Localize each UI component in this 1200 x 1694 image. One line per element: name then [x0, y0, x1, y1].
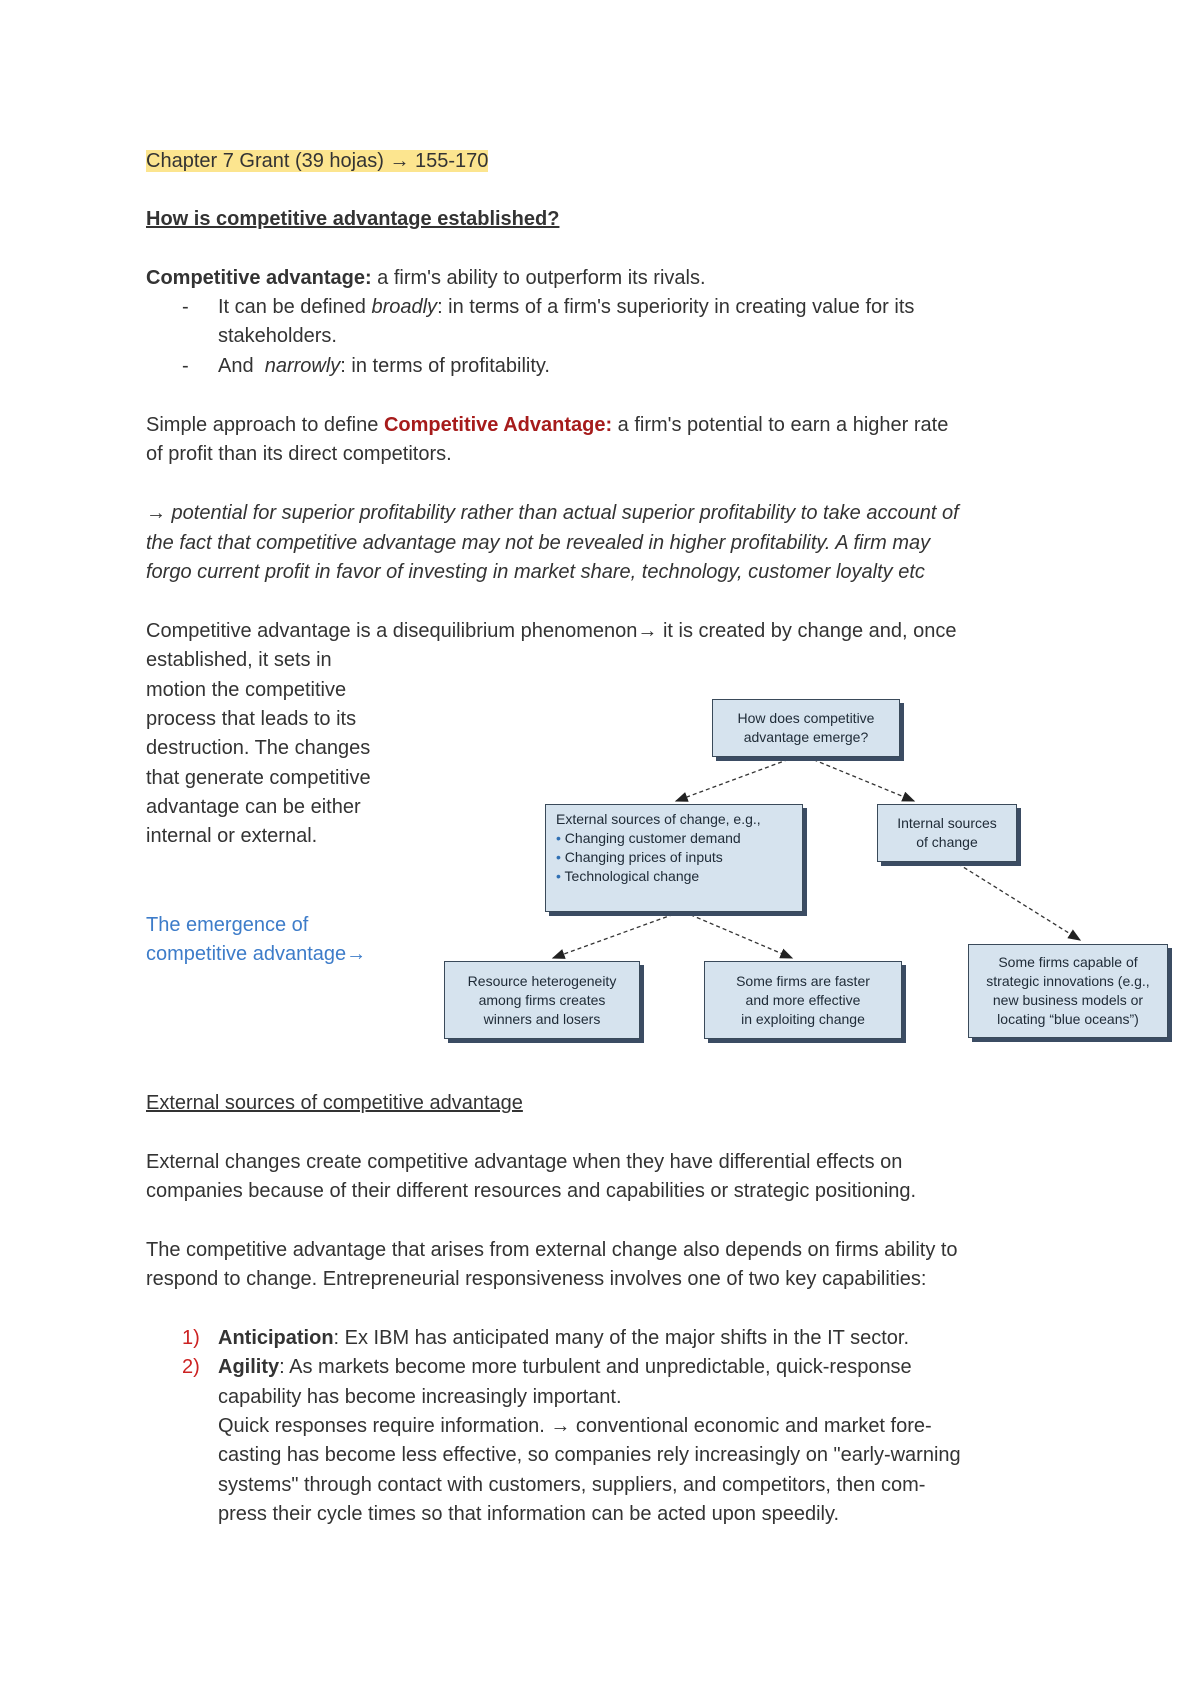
competitive-advantage-term: Competitive Advantage:	[383, 414, 613, 436]
disequilibrium-line: destruction. The changes	[146, 737, 371, 759]
responsiveness-paragraph-line: The competitive advantage that arises from external change also depends on firms ability to	[146, 1239, 958, 1261]
responsiveness-paragraph-line: respond to change. Entrepreneurial responsiveness involves one of two key capabilities:	[146, 1268, 927, 1290]
external-item: • Technological change	[556, 868, 700, 884]
diagram-box-top-question: How does competitive advantage emerge?	[712, 699, 900, 757]
list-number: 1)	[182, 1327, 200, 1349]
external-item: • Changing customer demand	[556, 830, 741, 846]
arrow-to-faster	[684, 912, 792, 958]
chapter-reference: Chapter 7 Grant (39 hojas) → 155-170	[146, 150, 489, 172]
definition-term: Competitive advantage:	[146, 267, 372, 289]
section-heading-external: External sources of competitive advantage	[146, 1092, 523, 1114]
disequilibrium-line: motion the competitive	[146, 679, 347, 701]
diagram-box-strategic-innovations: Some firms capable of strategic innovations (e.g., new business models or locating “blue oceans”)	[968, 944, 1168, 1038]
external-paragraph-line: companies because of their different resources and capabilities or strategic positioning.	[146, 1180, 917, 1202]
diagram-box-resource-heterogeneity: Resource heterogeneity among firms creates winners and losers	[444, 961, 640, 1039]
italic-note-line: forgo current profit in favor of investing in market share, technology, customer loyalty etc	[146, 561, 925, 583]
list-item-agility: Agility: As markets become more turbulent and unpredictable, quick-response	[218, 1356, 912, 1378]
bullet-continuation: stakeholders.	[218, 325, 337, 347]
italic-note-line: the fact that competitive advantage may not be revealed in higher profitability. A firm may	[146, 532, 931, 554]
arrow-to-internal	[807, 757, 914, 801]
bullet-icon: •	[556, 830, 561, 846]
arrow-to-innovation	[952, 860, 1080, 940]
bullet-icon: •	[556, 868, 561, 884]
diagram-box-internal-sources: Internal sources of change	[877, 804, 1017, 862]
italic-note-line: → potential for superior profitability rather than actual superior profitability to take account of	[146, 502, 959, 524]
bullet-narrowly: And narrowly: in terms of profitability.	[218, 355, 550, 377]
agility-continuation-line: casting has become less effective, so companies rely increasingly on "early-warning	[218, 1444, 961, 1466]
emergence-caption: competitive advantage→	[146, 943, 367, 965]
bullet-broadly: It can be defined broadly: in terms of a firm's superiority in creating value for its	[218, 296, 915, 318]
disequilibrium-line: established, it sets in	[146, 649, 332, 671]
arrow-to-external	[676, 757, 795, 801]
disequilibrium-line: Competitive advantage is a disequilibrium phenomenon→ it is created by change and, once	[146, 620, 957, 642]
diagram-box-faster-firms: Some firms are faster and more effective in exploiting change	[704, 961, 902, 1039]
disequilibrium-line: that generate competitive	[146, 767, 371, 789]
list-item-anticipation: Anticipation: Ex IBM has anticipated many of the major shifts in the IT sector.	[218, 1327, 909, 1349]
external-item: • Changing prices of inputs	[556, 849, 723, 865]
disequilibrium-line: internal or external.	[146, 825, 318, 847]
agility-continuation-line: systems" through contact with customers, suppliers, and competitors, then com-	[218, 1474, 926, 1496]
bullet-icon: •	[556, 849, 561, 865]
diagram-box-external-sources	[545, 804, 803, 912]
agility-continuation-line: press their cycle times so that information can be acted upon speedily.	[218, 1503, 840, 1525]
simple-approach-line: Simple approach to define Competitive Advantage: a firm's potential to earn a higher rate	[146, 414, 949, 436]
disequilibrium-line: advantage can be either	[146, 796, 361, 818]
bullet-dash: -	[182, 355, 189, 377]
arrow-to-resource	[553, 912, 680, 958]
simple-approach-line-2: of profit than its direct competitors.	[146, 443, 452, 465]
disequilibrium-line: process that leads to its	[146, 708, 357, 730]
section-heading-established: How is competitive advantage established?	[146, 208, 560, 230]
definition-text: a firm's ability to outperform its rivals.	[371, 267, 706, 289]
list-number: 2)	[182, 1356, 200, 1378]
bullet-dash: -	[182, 296, 189, 318]
emergence-caption: The emergence of	[146, 914, 309, 936]
external-paragraph-line: External changes create competitive advantage when they have differential effects on	[146, 1151, 903, 1173]
agility-continuation-line: capability has become increasingly important.	[218, 1386, 622, 1408]
external-title: External sources of change, e.g.,	[556, 811, 761, 827]
agility-continuation-line: Quick responses require information. → conventional economic and market fore-	[218, 1415, 932, 1437]
